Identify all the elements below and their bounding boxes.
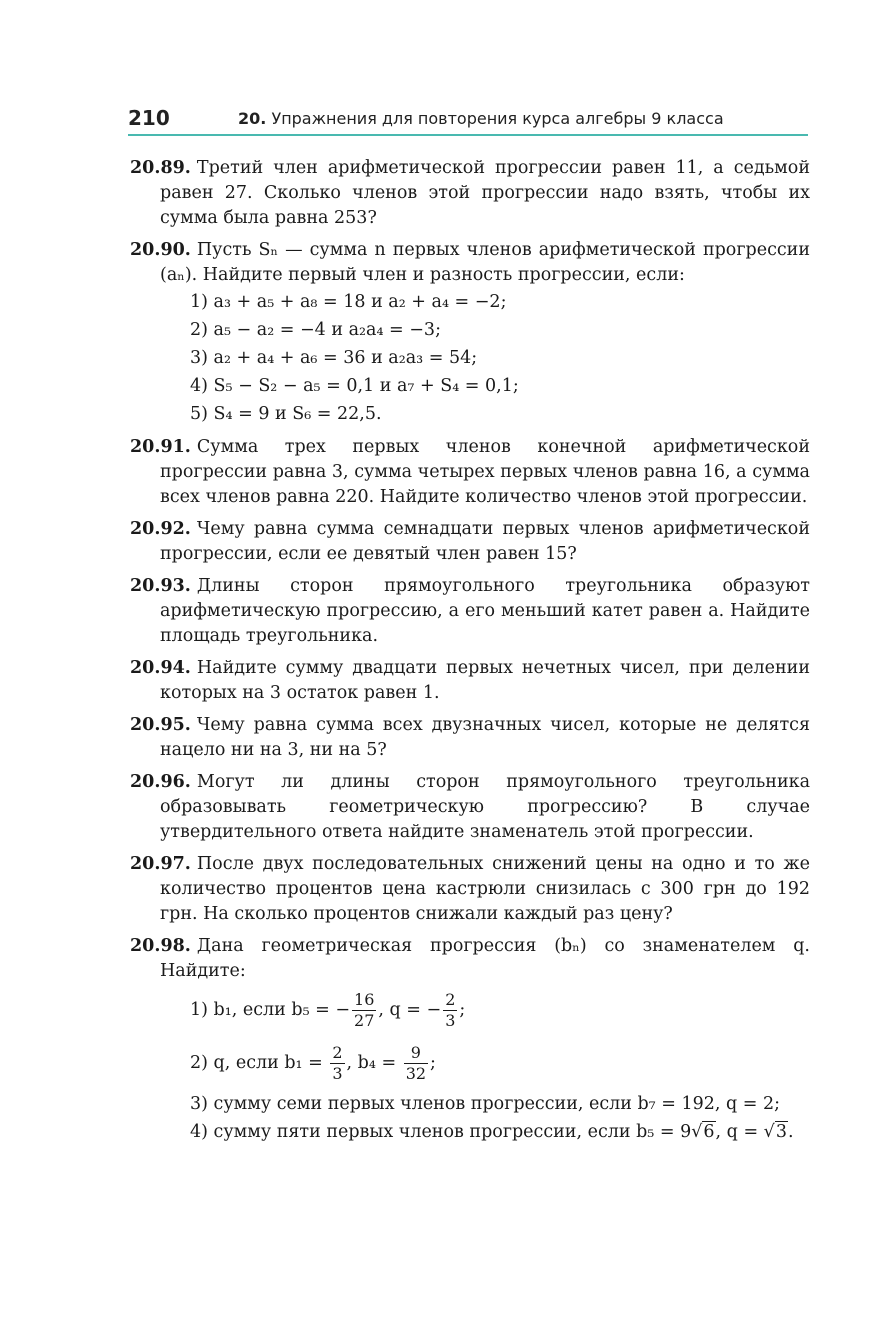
- exercise-20-96: [130, 770, 810, 845]
- exercise-number: 20.89.: [130, 158, 191, 178]
- item-suffix: ;: [459, 1000, 466, 1020]
- exercise-item: 5) S₄ = 9 и S₆ = 22,5.: [190, 404, 382, 424]
- fraction: [404, 1043, 428, 1084]
- fraction: [443, 990, 457, 1031]
- chapter-number: 20.: [238, 109, 267, 128]
- exercise-20-97: [130, 852, 810, 927]
- sqrt-sign: √: [691, 1122, 703, 1142]
- numerator: 9: [404, 1043, 428, 1064]
- item-middle: , b₄ =: [346, 1053, 402, 1073]
- exercise-number: 20.96.: [130, 772, 191, 792]
- item-prefix: 2) q, если b₁ =: [190, 1053, 329, 1073]
- fraction: [352, 990, 376, 1031]
- exercise-number: 20.98.: [130, 936, 191, 956]
- fraction: [330, 1043, 344, 1084]
- exercise-text: Дана геометрическая прогрессия (bₙ) со знаменателем q. Найдите:: [160, 936, 810, 981]
- exercise-item: 3) сумму семи первых членов прогрессии, если b₇ = 192, q = 2;: [190, 1094, 781, 1114]
- exercise-20-93: [130, 574, 810, 649]
- item-prefix: 4) сумму пяти первых членов прогрессии, если b₅ = 9: [190, 1122, 692, 1142]
- exercise-text: Пусть Sₙ — сумма n первых членов арифметической прогрессии (aₙ). Найдите первый член и разность прогрессии, если:: [160, 240, 810, 285]
- item-middle: , q =: [715, 1122, 764, 1142]
- denominator: 3: [445, 1011, 456, 1030]
- exercise-20-94: [130, 656, 810, 706]
- exercise-20-90: [130, 238, 810, 428]
- exercise-20-92: [130, 517, 810, 567]
- exercise-text: Чему равна сумма всех двузначных чисел, которые не делятся нацело ни на 3, ни на 5?: [160, 715, 810, 760]
- exercise-text: Длины сторон прямоугольного треугольника образуют арифметическую прогрессию, а его меньший катет равен a. Найдите площадь треугольника.: [160, 576, 810, 646]
- denominator: 3: [332, 1064, 343, 1083]
- numerator: 16: [354, 990, 375, 1009]
- exercise-item: 3) a₂ + a₄ + a₆ = 36 и a₂a₃ = 54;: [190, 348, 478, 368]
- exercise-text: Третий член арифметической прогрессии равен 11, а седьмой равен 27. Сколько членов этой прогрессии надо взять, чтобы их сумма была равна 253?: [160, 158, 810, 228]
- exercise-item: 1) a₃ + a₅ + a₈ = 18 и a₂ + a₄ = −2;: [190, 292, 507, 312]
- chapter-title: [238, 109, 724, 128]
- exercise-list: [130, 156, 810, 1153]
- exercise-item: [160, 1118, 810, 1146]
- item-suffix: ;: [430, 1053, 436, 1073]
- exercise-20-95: [130, 713, 810, 763]
- chapter-title-text: Упражнения для повторения курса алгебры 9 класса: [271, 109, 724, 128]
- numerator: 2: [445, 990, 456, 1009]
- item-prefix: 1) b₁, если b₅ = −: [190, 1000, 351, 1020]
- exercise-item: [160, 984, 810, 1037]
- exercise-item: [160, 1037, 810, 1090]
- exercise-number: 20.95.: [130, 715, 191, 735]
- exercise-text: Могут ли длины сторон прямоугольного треугольника образовывать геометрическую прогрессию? В случае утвердительного ответа найдите знаменатель этой прогрессии.: [160, 772, 810, 842]
- exercise-number: 20.92.: [130, 519, 191, 539]
- exercise-items: [160, 288, 810, 428]
- radicand: 3: [775, 1122, 787, 1142]
- exercise-number: 20.97.: [130, 854, 191, 874]
- exercise-item: 2) a₅ − a₂ = −4 и a₂a₄ = −3;: [190, 320, 441, 340]
- item-suffix: .: [787, 1122, 794, 1142]
- denominator: 27: [354, 1011, 375, 1030]
- radicand: 6: [703, 1122, 715, 1142]
- denominator: 32: [405, 1064, 427, 1083]
- exercise-items: [160, 984, 810, 1146]
- exercise-text: После двух последовательных снижений цены на одно и то же количество процентов цена кастрюли снизилась с 300 грн до 192 грн. На сколько процентов снижали каждый раз цену?: [160, 854, 810, 924]
- exercise-item: 4) S₅ − S₂ − a₅ = 0,1 и a₇ + S₄ = 0,1;: [190, 376, 519, 396]
- exercise-20-89: [130, 156, 810, 231]
- exercise-text: Чему равна сумма семнадцати первых членов арифметической прогрессии, если ее девятый член равен 15?: [160, 519, 810, 564]
- exercise-20-98: [130, 934, 810, 1146]
- exercise-number: 20.90.: [130, 240, 191, 260]
- exercise-text: Сумма трех первых членов конечной арифметической прогрессии равна 3, сумма четырех первых членов равна 16, а сумма всех членов равна 220. Найдите количество членов этой прогрессии.: [160, 437, 810, 507]
- exercise-20-91: [130, 435, 810, 510]
- running-header: [128, 104, 808, 136]
- numerator: 2: [332, 1043, 343, 1062]
- exercise-number: 20.91.: [130, 437, 191, 457]
- exercise-number: 20.93.: [130, 576, 191, 596]
- page-number: 210: [128, 106, 170, 130]
- item-middle: , q = −: [378, 1000, 442, 1020]
- exercise-text: Найдите сумму двадцати первых нечетных чисел, при делении которых на 3 остаток равен 1.: [160, 658, 810, 703]
- exercise-number: 20.94.: [130, 658, 191, 678]
- sqrt-sign: √: [763, 1122, 775, 1142]
